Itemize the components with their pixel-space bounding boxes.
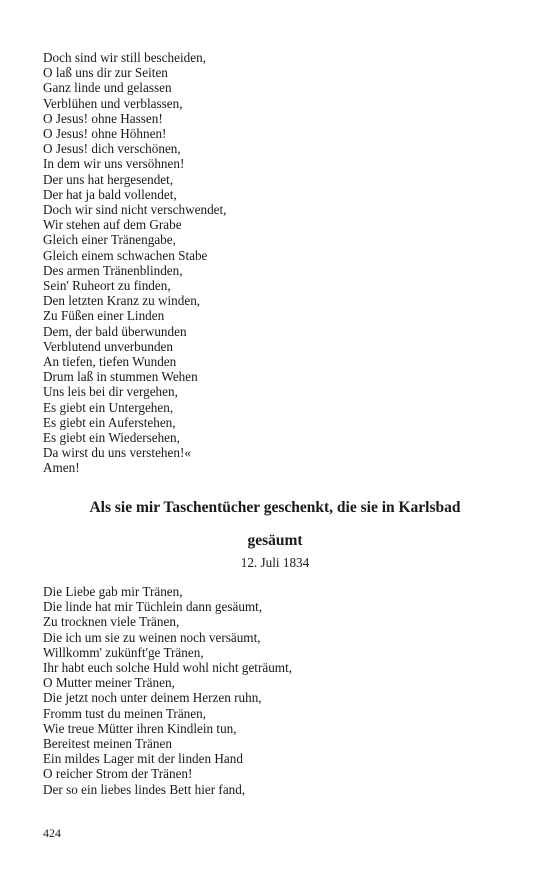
verse-line: Doch wir sind nicht verschwendet, [43,202,227,218]
verse-line: Fromm tust du meinen Tränen, [43,705,207,721]
verse-line: Die linde hat mir Tüchlein dann gesäumt, [43,599,263,615]
verse-line: Die ich um sie zu weinen noch versäumt, [43,629,261,645]
verse-line: Willkomm' zukünft'ge Tränen, [43,644,204,660]
verse-line: O reicher Strom der Tränen! [43,766,193,782]
verse-line: Ihr habt euch solche Huld wohl nicht geträumt, [43,660,293,676]
verse-line: Des armen Tränenblinden, [43,262,183,278]
verse-line: Ein mildes Lager mit der linden Hand [43,751,243,767]
verse-line: Drum laß in stummen Wehen [43,369,198,385]
verse-line: Verblutend unverbunden [43,338,174,354]
verse-line: Ganz linde und gelassen [43,80,172,96]
poem-ending-stanza [43,50,226,476]
page-number: 424 [43,826,61,840]
verse-line: O Jesus! dich verschönen, [43,141,181,157]
verse-line: Da wirst du uns verstehen!« [43,445,191,461]
verse-line: Den letzten Kranz zu winden, [43,293,201,309]
verse-line: Die Liebe gab mir Tränen, [43,584,183,599]
verse-line: Zu Füßen einer Linden [43,308,165,324]
verse-line: Bereitest meinen Tränen [43,736,172,752]
poem-date: 12. Juli 1834 [240,555,310,570]
verse-line: Der so ein liebes lindes Bett hier fand, [43,781,246,797]
verse-line: Amen! [43,460,80,476]
verse-line: In dem wir uns versöhnen! [43,156,185,172]
verse-line: Verblühen und verblassen, [43,95,183,111]
verse-line: Es giebt ein Wiedersehen, [43,430,180,446]
verse-line: Doch sind wir still bescheiden, [43,50,206,65]
verse-line: Wir stehen auf dem Grabe [43,217,182,233]
verse-line: O Mutter meiner Tränen, [43,675,175,691]
verse-line: Uns leis bei dir vergehen, [43,384,178,400]
verse-line: O Jesus! ohne Hassen! [43,110,163,126]
verse-line: Sein' Ruheort zu finden, [43,278,171,294]
verse-line: O Jesus! ohne Höhnen! [43,126,167,142]
verse-line: Dem, der bald überwunden [43,323,187,339]
verse-line: O laß uns dir zur Seiten [43,65,168,81]
verse-line: Zu trocknen viele Tränen, [43,614,180,630]
verse-line: Der hat ja bald vollendet, [43,186,177,202]
verse-line: Es giebt ein Untergehen, [43,399,174,415]
verse-line: Der uns hat hergesendet, [43,171,174,187]
verse-line: Es giebt ein Auferstehen, [43,414,176,430]
verse-line: Gleich einer Tränengabe, [43,232,176,248]
verse-line: Die jetzt noch unter deinem Herzen ruhn, [43,690,262,706]
verse-line: An tiefen, tiefen Wunden [43,354,177,370]
poem-title-line-1: Als sie mir Taschentücher geschenkt, die sie in Karlsbad [89,499,461,516]
poem-title-line-2: gesäumt [247,532,303,549]
verse-line: Gleich einem schwachen Stabe [43,247,208,263]
new-poem-stanza [43,584,292,797]
verse-line: Wie treue Mütter ihren Kindlein tun, [43,720,237,736]
